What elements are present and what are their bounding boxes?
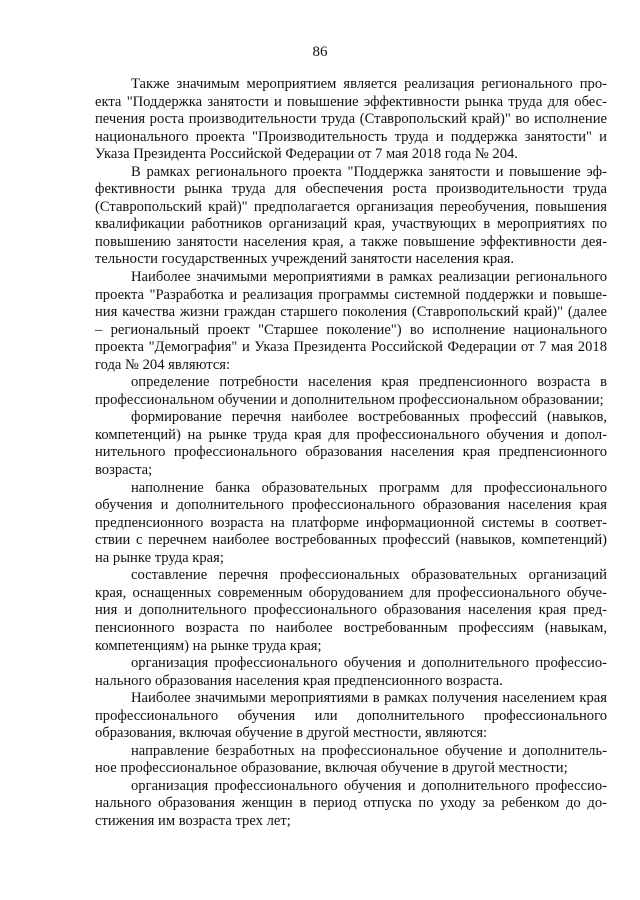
list-item-referral-unemployed: направление безработных на профессиональное обучение и дополнительное профессиональное образование, включая обучение в другой местности; bbox=[95, 742, 607, 777]
paragraph-regional-project-employment: Также значимым мероприятием является реализация регионального проекта "Поддержка занятости и повышение эффективности рынка труда для обеспечения роста производительности труда (Ставропольский край)" во исполнение национального проекта "Производительность труда и поддержка занятости" и Указа Президента Российской Федерации от 7 мая 2018 года № 204. bbox=[95, 76, 607, 163]
list-item-women-training: организация профессионального обучения и дополнительного профессионального образования женщин в период отпуска по уходу за ребенком до достижения им возраста трех лет; bbox=[95, 777, 607, 829]
list-item-organization-training: организация профессионального обучения и дополнительного профессионального образования населения края предпенсионного возраста. bbox=[95, 655, 607, 689]
list-item-determining-need: определение потребности населения края предпенсионного возраста в профессиональном обучении и дополнительном профессиональном образовании; bbox=[95, 374, 607, 408]
paragraph-training-measures: Наиболее значимыми мероприятиями в рамках получения населением края профессионального обучения или дополнительного профессионального образования, включая обучение в другой местности, являются: bbox=[95, 690, 607, 742]
paragraph-older-generation-project: Наиболее значимыми мероприятиями в рамках реализации регионального проекта "Разработка и реализация программы системной поддержки и повышения качества жизни граждан старшего поколения (Ставропольский край)" (далее – региональный проект "Старшее поколение") во исполнение национального проекта "Демография" и Указа Президента Российской Федерации от 7 мая 2018 года № 204 являются: bbox=[95, 269, 607, 373]
list-item-organizations-list: составление перечня профессиональных образовательных организаций края, оснащенных современным оборудованием для профессионального обучения и дополнительного профессионального образования населения края предпенсионного возраста по наиболее востребованным профессиям (навыкам, компетенциям) на рынке труда края; bbox=[95, 567, 607, 654]
paragraph-retraining: В рамках регионального проекта "Поддержка занятости и повышение эффективности рынка труда для обеспечения роста производительности труда (Ставропольский край)" предполагается организация переобучения, повышения квалификации работников организаций края, участвующих в мероприятиях по повышению занятости населения края, а также повышение эффективности деятельности государственных учреждений занятости населения края. bbox=[95, 163, 607, 268]
list-item-professions-list: формирование перечня наиболее востребованных профессий (навыков, компетенций) на рынке труда края для профессионального обучения и дополнительного профессионального образования населения края предпенсионного возраста; bbox=[95, 409, 607, 479]
document-body bbox=[95, 76, 607, 831]
page-number: 86 bbox=[312, 44, 328, 60]
list-item-program-bank: наполнение банка образовательных программ для профессионального обучения и дополнительного профессионального образования населения края предпенсионного возраста на платформе информационной системы в соответствии с перечнем наиболее востребованных профессий (навыков, компетенций) на рынке труда края; bbox=[95, 479, 607, 566]
